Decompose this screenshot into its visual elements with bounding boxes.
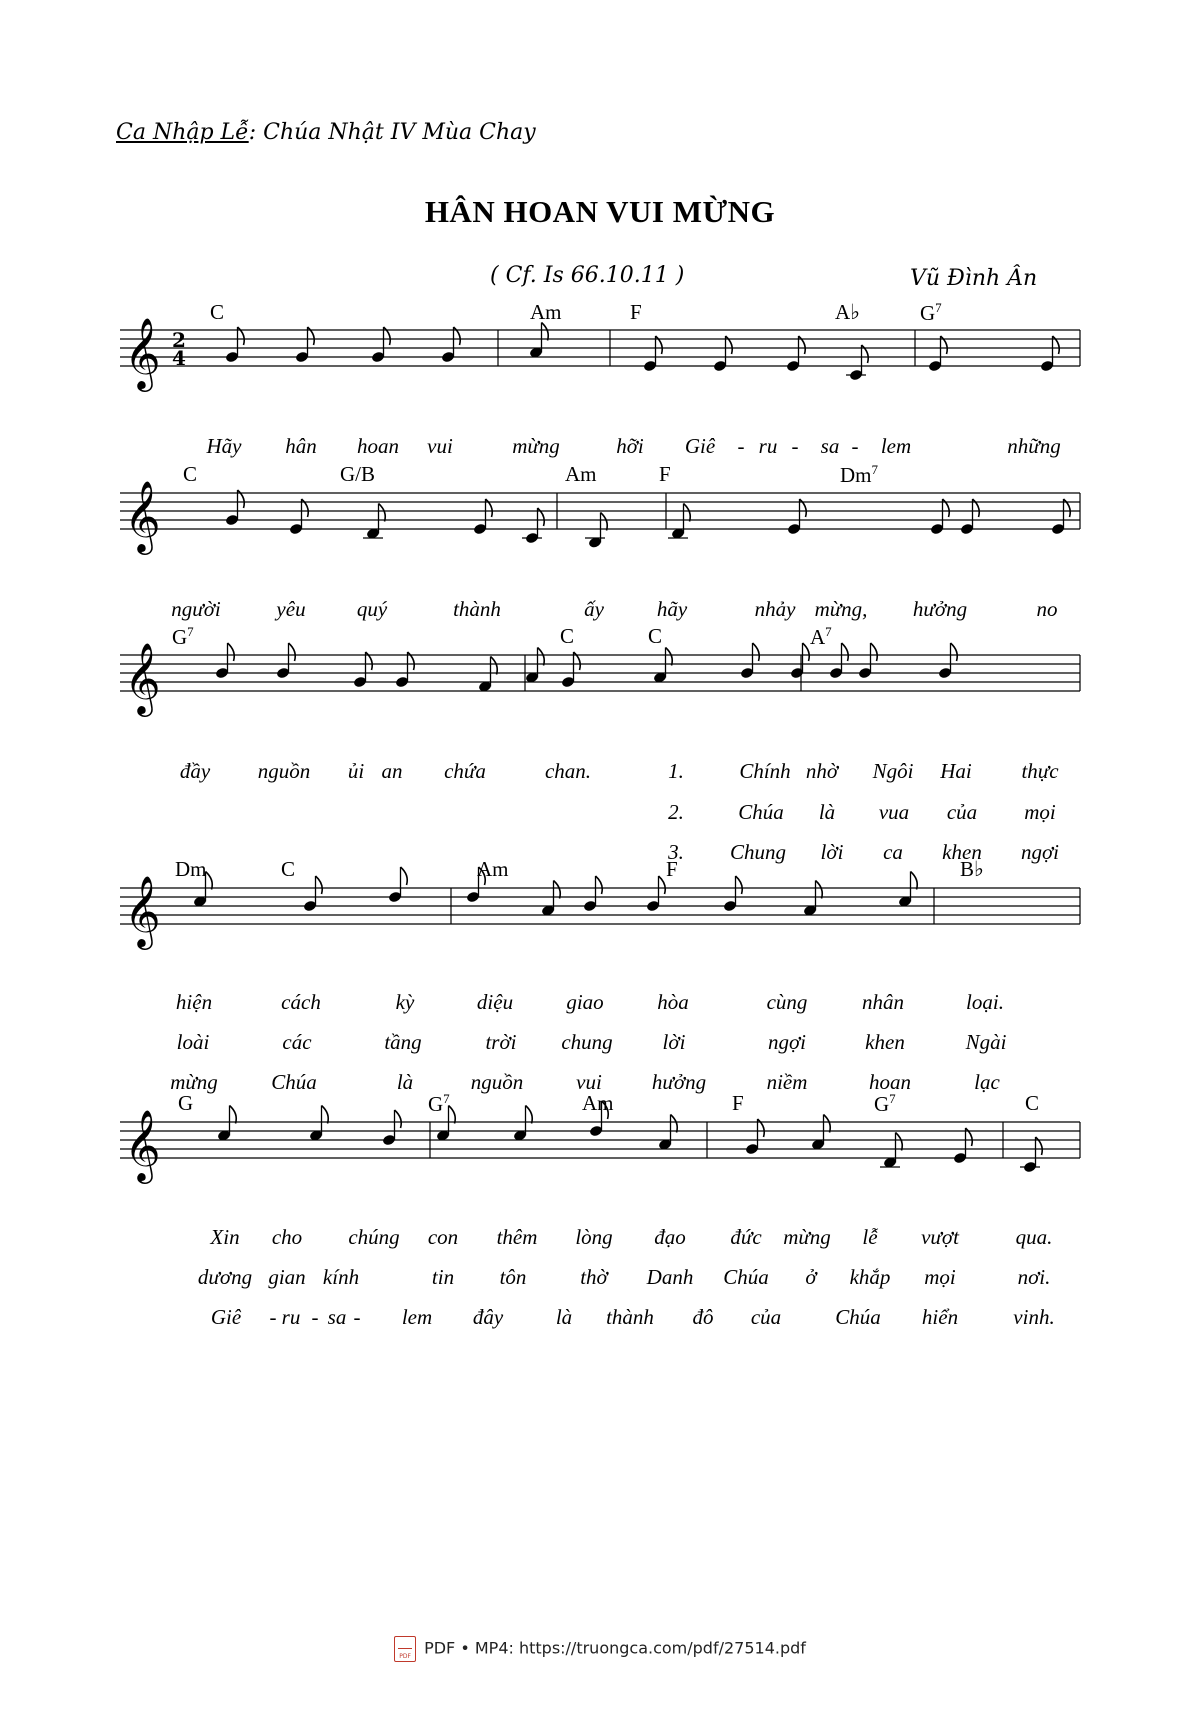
lyric-syllable: - xyxy=(737,434,745,458)
lyric-syllable: người xyxy=(171,597,221,621)
lyric-syllable: vua xyxy=(878,800,910,824)
lyric-syllable: cách xyxy=(281,990,321,1014)
chord-symbol: F xyxy=(666,857,678,881)
note xyxy=(473,499,492,535)
pdf-file-icon: PDF xyxy=(394,1636,416,1662)
note xyxy=(478,657,497,693)
treble-clef-icon: 𝄞 xyxy=(124,479,161,552)
note xyxy=(295,327,314,363)
lyric-syllable: - xyxy=(269,1305,277,1329)
lyric-syllable: hiển xyxy=(921,1305,959,1329)
lyric-syllable: tầng xyxy=(384,1030,422,1054)
note xyxy=(646,876,665,912)
note xyxy=(522,508,544,544)
lyric-syllable: hãy xyxy=(656,597,688,621)
staff-system xyxy=(0,290,1200,400)
lyric-syllable: ru xyxy=(758,434,778,458)
note xyxy=(723,876,742,912)
lyric-syllable: thờ xyxy=(580,1265,608,1289)
lyric-syllable: tôn xyxy=(499,1265,527,1289)
lyric-syllable: Chúa xyxy=(738,800,784,824)
lyric-syllable: Xin xyxy=(210,1225,240,1249)
note xyxy=(309,1106,328,1142)
note xyxy=(740,643,759,679)
lyric-syllable: chan. xyxy=(544,759,592,783)
chord-symbol: G xyxy=(178,1091,194,1115)
lyric-syllable: khen xyxy=(942,840,982,864)
lyric-syllable: kỳ xyxy=(395,990,415,1014)
treble-clef-icon: 𝄞 xyxy=(124,641,161,714)
note xyxy=(541,881,560,917)
note xyxy=(525,648,544,684)
note xyxy=(930,499,949,535)
chord-symbol: B♭ xyxy=(960,857,984,881)
lyric-syllable: ru xyxy=(281,1305,301,1329)
lyric-syllable: là xyxy=(396,1070,414,1094)
note xyxy=(441,327,460,363)
lyric-syllable: con xyxy=(427,1225,459,1249)
lyric-syllable: chung xyxy=(561,1030,613,1054)
lyric-syllable: thực xyxy=(1021,759,1059,783)
lyric-syllable: Chúa xyxy=(723,1265,769,1289)
lyric-syllable: mừng xyxy=(783,1225,831,1249)
lyric-syllable: đạo xyxy=(654,1225,686,1249)
lyric-syllable: hưởng xyxy=(651,1070,707,1094)
mass-occasion xyxy=(116,120,536,145)
chord-symbol: C xyxy=(648,624,663,648)
song-title: HÂN HOAN VUI MỪNG xyxy=(424,194,776,229)
note xyxy=(803,881,822,917)
lyric-syllable: thành xyxy=(453,597,501,621)
lyric-syllable: nơi. xyxy=(1017,1265,1051,1289)
lyric-syllable: Ngài xyxy=(965,1030,1007,1054)
lyric-syllable: mừng, xyxy=(814,597,868,621)
chord-symbol: $G^7$ xyxy=(428,1091,450,1116)
note xyxy=(382,1110,401,1146)
lyric-syllable: 3. xyxy=(668,840,684,864)
lyric-syllable: Danh xyxy=(646,1265,694,1289)
note xyxy=(303,876,322,912)
composer: Vũ Đình Ân xyxy=(910,266,1038,291)
treble-clef-icon: 𝄞 xyxy=(124,1108,161,1181)
lyric-syllable: niềm xyxy=(766,1070,808,1094)
lyric-syllable: diệu xyxy=(476,990,514,1014)
note xyxy=(353,652,372,688)
lyric-syllable: Chúa xyxy=(271,1070,317,1094)
note xyxy=(658,1115,677,1151)
chord-symbol: C xyxy=(183,462,198,486)
lyric-syllable: vinh. xyxy=(1013,1305,1055,1329)
lyric-syllable: chứa xyxy=(444,759,486,783)
lyric-syllable: - xyxy=(791,434,799,458)
lyric-syllable: nguồn xyxy=(470,1070,524,1094)
note xyxy=(643,336,662,372)
lyric-syllable: vui xyxy=(576,1070,602,1094)
lyric-syllable: mọi xyxy=(1024,800,1056,824)
lyric-syllable: loài xyxy=(176,1030,210,1054)
lyric-syllable: đức xyxy=(730,1225,762,1249)
lyric-syllable: loại. xyxy=(966,990,1004,1014)
scripture-reference: ( Cf. Is 66.10.11 ) xyxy=(490,263,685,288)
note xyxy=(371,327,390,363)
lyric-syllable: no xyxy=(1036,597,1058,621)
lyric-syllable: lạc xyxy=(974,1070,1000,1094)
note xyxy=(1020,1137,1042,1173)
note xyxy=(829,643,848,679)
note xyxy=(880,1133,902,1169)
treble-clef-icon: 𝄞 xyxy=(124,316,161,389)
lyric-syllable: nhân xyxy=(862,990,904,1014)
lyric-syllable: Giê xyxy=(210,1305,242,1329)
lyric-syllable: nhảy xyxy=(754,597,796,621)
note xyxy=(395,652,414,688)
note xyxy=(858,643,877,679)
note xyxy=(653,648,672,684)
lyric-syllable: Ngôi xyxy=(872,759,914,783)
note xyxy=(811,1115,830,1151)
lyric-syllable: Hai xyxy=(940,759,972,783)
chord-symbol: C xyxy=(560,624,575,648)
chord-symbol: $A^7$ xyxy=(810,624,832,649)
time-signature-top: 2 xyxy=(172,328,186,352)
chord-symbol: Am xyxy=(565,462,597,486)
note xyxy=(938,643,957,679)
chord-symbol: Am xyxy=(582,1091,614,1115)
footer-link[interactable] xyxy=(0,1636,1200,1662)
note xyxy=(583,876,602,912)
lyric-syllable: lem xyxy=(880,434,912,458)
lyric-syllable: là xyxy=(555,1305,573,1329)
lyric-syllable: đầy xyxy=(179,759,211,783)
lyric-syllable: các xyxy=(282,1030,312,1054)
note xyxy=(953,1128,972,1164)
lyric-syllable: 1. xyxy=(668,759,684,783)
staff-system xyxy=(0,453,1200,563)
lyric-syllable: quý xyxy=(356,597,388,621)
lyric-syllable: hòa xyxy=(657,990,689,1014)
note xyxy=(513,1106,532,1142)
lyric-syllable: hoan xyxy=(357,434,399,458)
lyric-syllable: cho xyxy=(271,1225,303,1249)
note xyxy=(745,1119,764,1155)
lyric-syllable: - xyxy=(311,1305,319,1329)
occasion-label: Ca Nhập Lễ xyxy=(116,120,249,145)
time-signature-bottom: 4 xyxy=(172,346,186,370)
lyric-syllable: khắp xyxy=(849,1265,891,1289)
note xyxy=(363,504,385,540)
lyric-syllable: Giê xyxy=(684,434,716,458)
lyric-syllable: lễ xyxy=(862,1225,878,1249)
lyric-syllable: ủi xyxy=(347,759,365,783)
lyric-syllable: mừng xyxy=(512,434,560,458)
lyric-syllable: cùng xyxy=(766,990,808,1014)
note xyxy=(276,643,295,679)
lyric-syllable: nguồn xyxy=(257,759,311,783)
chord-symbol: Dm xyxy=(175,857,207,881)
note xyxy=(713,336,732,372)
lyric-syllable: qua. xyxy=(1015,1225,1053,1249)
chord-symbol: $G^7$ xyxy=(920,300,942,325)
lyric-syllable: giao xyxy=(566,990,604,1014)
lyric-syllable: lời xyxy=(820,840,844,864)
lyric-syllable: những xyxy=(1007,434,1061,458)
chord-symbol: F xyxy=(659,462,671,486)
lyric-syllable: khen xyxy=(865,1030,905,1054)
footer-text: PDF • MP4: https://truongca.com/pdf/27514.pdf xyxy=(424,1638,806,1658)
lyric-syllable: ngợi xyxy=(1020,840,1060,864)
lyric-syllable: Chung xyxy=(729,840,787,864)
lyric-syllable: ở xyxy=(805,1265,817,1289)
chord-symbol: Dm$^7$ xyxy=(840,462,878,487)
lyric-syllable: gian xyxy=(268,1265,306,1289)
lyric-syllable: kính xyxy=(322,1265,360,1289)
lyric-syllable: lời xyxy=(662,1030,686,1054)
lyric-syllable: ngợi xyxy=(767,1030,807,1054)
chord-symbol: C xyxy=(210,300,225,324)
treble-clef-icon: 𝄞 xyxy=(124,874,161,947)
chord-symbol: A♭ xyxy=(835,300,861,324)
occasion-detail: : Chúa Nhật IV Mùa Chay xyxy=(248,120,536,145)
lyric-syllable: sa xyxy=(820,434,840,458)
chord-symbol: C xyxy=(1025,1091,1040,1115)
lyric-syllable: an xyxy=(381,759,403,783)
lyric-syllable: thêm xyxy=(496,1225,538,1249)
lyric-syllable: lòng xyxy=(575,1225,613,1249)
note xyxy=(898,872,917,908)
note xyxy=(1051,499,1070,535)
chord-symbol: Am xyxy=(477,857,509,881)
note xyxy=(289,499,308,535)
lyric-syllable: hoan xyxy=(869,1070,911,1094)
lyric-syllable: đây xyxy=(472,1305,504,1329)
lyric-syllable: của xyxy=(750,1305,782,1329)
lyric-syllable: là xyxy=(818,800,836,824)
lyric-syllable: lem xyxy=(401,1305,433,1329)
lyric-syllable: của xyxy=(946,800,978,824)
note xyxy=(846,345,868,381)
lyric-syllable: yêu xyxy=(276,597,306,621)
note xyxy=(786,336,805,372)
chord-symbol: F xyxy=(732,1091,744,1115)
lyric-syllable: Chính xyxy=(739,759,791,783)
note xyxy=(787,499,806,535)
lyric-syllable: hân xyxy=(285,434,317,458)
lyric-syllable: 2. xyxy=(668,800,684,824)
note xyxy=(388,867,407,903)
note xyxy=(217,1106,236,1142)
note xyxy=(960,499,979,535)
lyric-syllable: Chúa xyxy=(835,1305,881,1329)
chord-symbol: F xyxy=(630,300,642,324)
note xyxy=(215,643,234,679)
lyric-syllable: hưởng xyxy=(912,597,968,621)
lyric-syllable: vui xyxy=(427,434,453,458)
chord-symbol: G/B xyxy=(340,462,376,486)
lyric-syllable: mừng xyxy=(170,1070,218,1094)
lyric-syllable: vượt xyxy=(921,1225,959,1249)
note xyxy=(1040,336,1059,372)
note xyxy=(585,513,607,549)
note xyxy=(790,643,809,679)
note xyxy=(928,336,947,372)
lyric-syllable: Hãy xyxy=(206,434,242,458)
lyric-syllable: - xyxy=(353,1305,361,1329)
note xyxy=(225,327,244,363)
lyric-syllable: đô xyxy=(692,1305,714,1329)
lyric-syllable: - xyxy=(851,434,859,458)
lyric-syllable: nhờ xyxy=(805,759,839,783)
lyric-syllable: ấy xyxy=(584,597,604,621)
lyric-syllable: tin xyxy=(431,1265,455,1289)
note xyxy=(668,504,690,540)
note xyxy=(561,652,580,688)
lyric-syllable: ca xyxy=(883,840,903,864)
lyric-syllable: trời xyxy=(485,1030,517,1054)
lyric-syllable: chúng xyxy=(348,1225,400,1249)
lyric-syllable: mọi xyxy=(924,1265,956,1289)
lyric-syllable: hiện xyxy=(175,990,213,1014)
note xyxy=(529,323,548,359)
lyric-syllable: hỡi xyxy=(616,434,644,458)
chord-symbol: $G^7$ xyxy=(874,1091,896,1116)
chord-symbol: C xyxy=(281,857,296,881)
lyric-syllable: thành xyxy=(606,1305,654,1329)
note xyxy=(225,490,244,526)
lyric-syllable: sa xyxy=(327,1305,347,1329)
chord-symbol: $G^7$ xyxy=(172,624,194,649)
chord-symbol: Am xyxy=(530,300,562,324)
lyric-syllable: dương xyxy=(197,1265,253,1289)
